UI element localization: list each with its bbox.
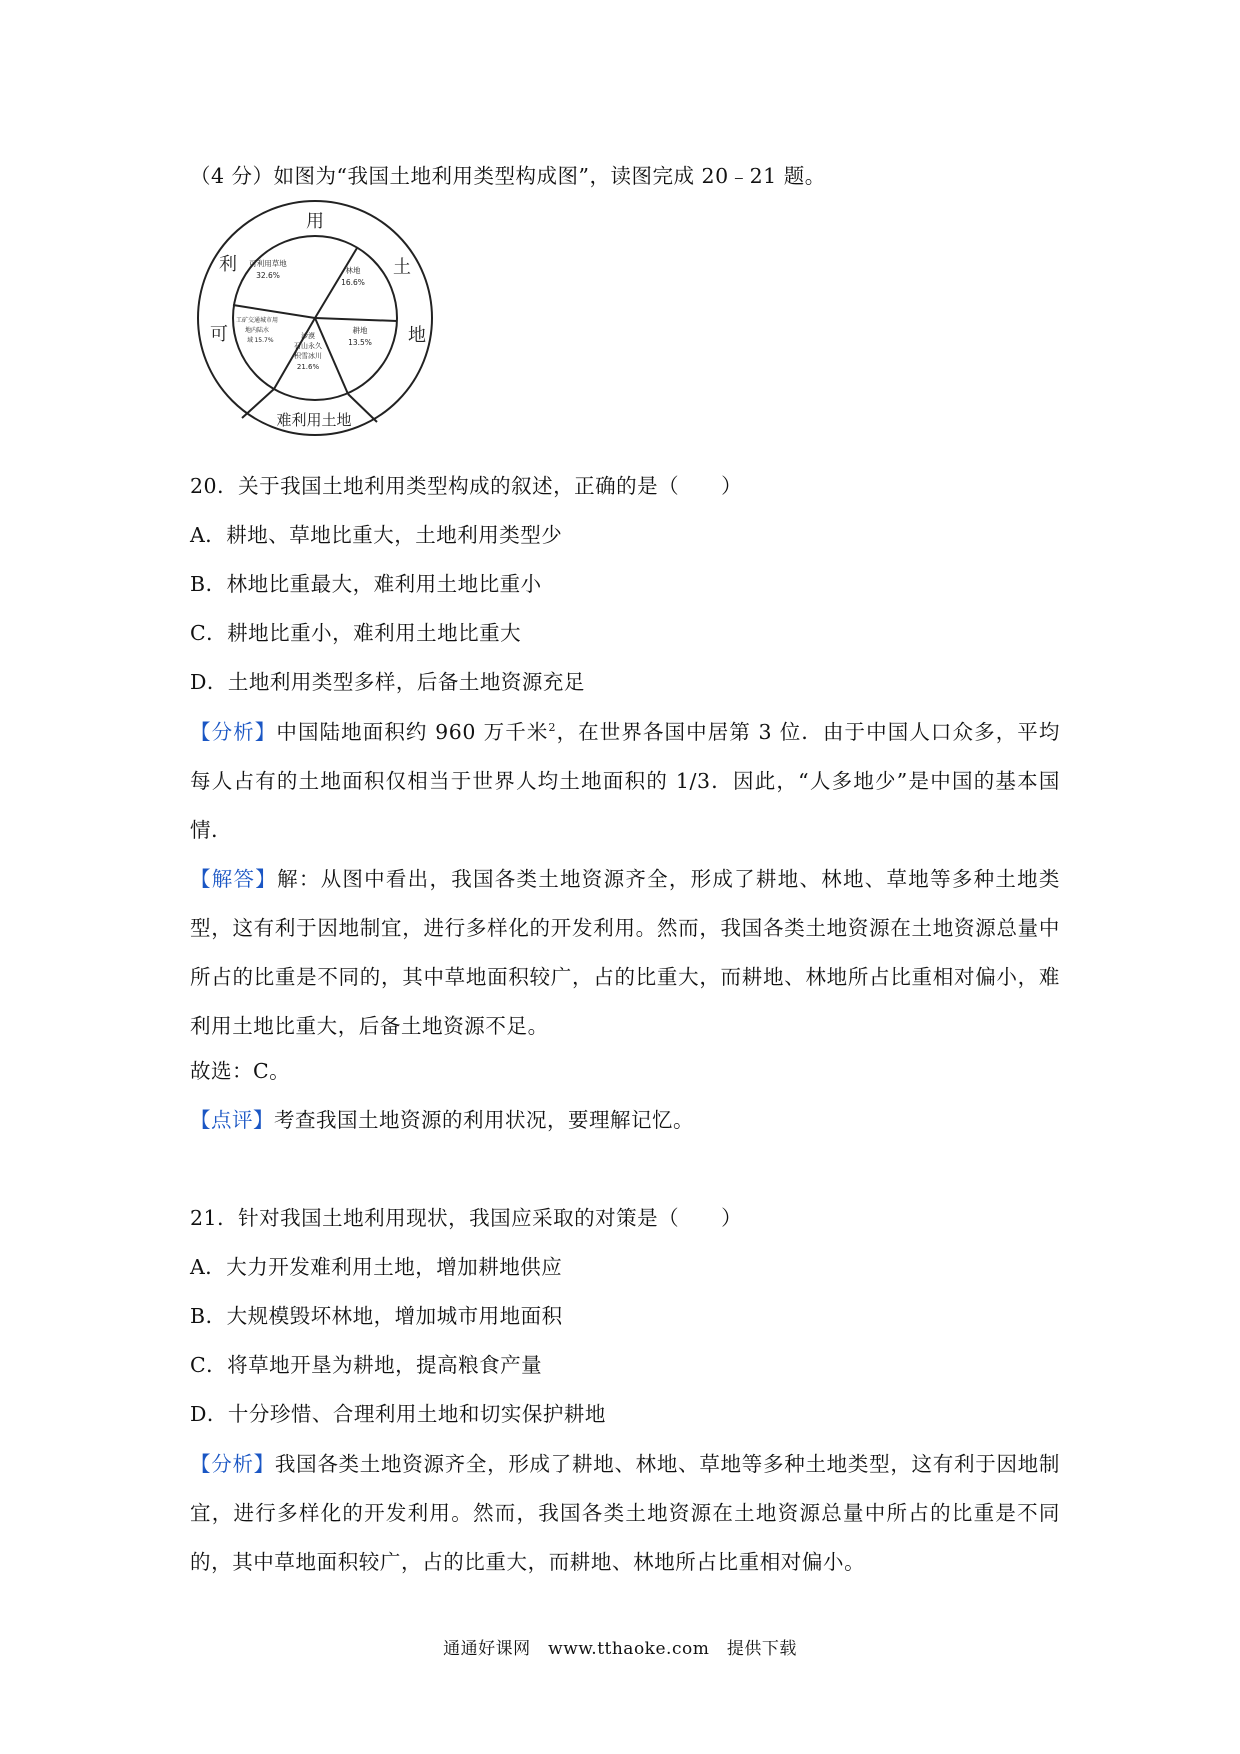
page-footer: 通通好课网 www.tthaoke.com 提供下载 <box>443 1639 797 1659</box>
sector-forest-value: 16.6% <box>341 278 365 287</box>
sector-desert-value: 21.6% <box>296 363 320 371</box>
comment-tag: 【点评】 <box>190 1108 274 1132</box>
sector-cropland-label: 耕地 <box>352 326 368 335</box>
ring-label-right: 地 <box>408 325 426 346</box>
sector-desert-label-3: 积雪冰川 <box>294 352 322 360</box>
q21-stem: 21．针对我国土地利用现状，我国应采取的对策是（ ） <box>190 1206 743 1230</box>
analysis-text-a: 中国陆地面积约 960 万千米 <box>276 720 549 744</box>
q21-option-c: C．将草地开垦为耕地，提高粮食产量 <box>190 1353 543 1377</box>
sector-grassland-label: 可利用草地 <box>249 259 287 268</box>
q20-option-c: C．耕地比重小，难利用土地比重大 <box>190 621 522 645</box>
comment-text: 考查我国土地资源的利用状况，要理解记忆。 <box>274 1108 694 1132</box>
sector-forest-label: 林地 <box>345 266 361 275</box>
ring-label-left: 可 <box>210 324 228 345</box>
q20-comment <box>190 1106 694 1134</box>
sector-cropland-value: 13.5% <box>348 338 372 347</box>
sector-desert-label-2: 石山永久 <box>294 342 322 350</box>
sector-industry-label-3: 域 <box>246 337 254 344</box>
sector-desert-label-1: 沙漠 <box>301 332 315 340</box>
q20-option-a: A．耕地、草地比重大，土地利用类型少 <box>190 523 563 547</box>
land-use-pie-diagram <box>190 200 440 450</box>
answer-text: 解：从图中看出，我国各类土地资源齐全，形成了耕地、林地、草地等多种土地类型，这有利于因地制宜，进行多样化的开发利用。然而，我国各类土地资源在土地资源总量中所占的比重是不同的，其中草地面积较广，占的比重大，而耕地、林地所占比重相对偏小，难利用土地比重大，后备土地资源不足。 <box>190 867 1060 1038</box>
ring-label-bottom: 难利用土地 <box>276 411 352 429</box>
analysis-text-b: ，在世界各国中居第 3 位．由于中国人口众多，平均每人占有的土地面积仅相当于世界人均土地面积的 1/3．因此，“人多地少”是中国的基本国情． <box>190 720 1060 842</box>
q20-stem: 20．关于我国土地利用类型构成的叙述，正确的是（ ） <box>190 474 743 498</box>
analysis-text: 我国各类土地资源齐全，形成了耕地、林地、草地等多种土地类型，这有利于因地制宜，进行多样化的开发利用。然而，我国各类土地资源在土地资源总量中所占的比重是不同的，其中草地面积较广，占的比重大，而耕地、林地所占比重相对偏小。 <box>190 1452 1060 1574</box>
ring-label-top: 用 <box>306 211 324 232</box>
q20-analysis <box>190 708 1060 855</box>
q21-option-d: D．十分珍惜、合理利用土地和切实保护耕地 <box>190 1402 606 1426</box>
ring-label-left-top: 利 <box>219 254 237 275</box>
q21-analysis <box>190 1440 1060 1587</box>
q20-choice: 故选：C。 <box>190 1059 291 1083</box>
sector-industry-label-1: 工矿交通城市用 <box>235 317 279 324</box>
q20-answer <box>190 855 1060 1051</box>
q21-option-a: A．大力开发难利用土地，增加耕地供应 <box>190 1255 563 1279</box>
q21-option-b: B．大规模毁坏林地，增加城市用地面积 <box>190 1304 563 1328</box>
answer-tag: 【解答】 <box>190 867 278 891</box>
ring-label-right-top: 土 <box>393 257 411 278</box>
superscript-2: 2 <box>548 721 557 735</box>
sector-industry-label-2: 地内陆水 <box>244 327 270 334</box>
analysis-tag: 【分析】 <box>190 720 277 744</box>
analysis-tag: 【分析】 <box>190 1452 275 1476</box>
sector-grassland-value: 32.6% <box>256 271 280 280</box>
q20-option-d: D．土地利用类型多样，后备土地资源充足 <box>190 670 585 694</box>
sector-industry-value: 15.7% <box>254 337 274 344</box>
question-intro: （4 分）如图为“我国土地利用类型构成图”，读图完成 20﹣21 题。 <box>190 164 826 188</box>
q20-option-b: B．林地比重最大，难利用土地比重小 <box>190 572 542 596</box>
